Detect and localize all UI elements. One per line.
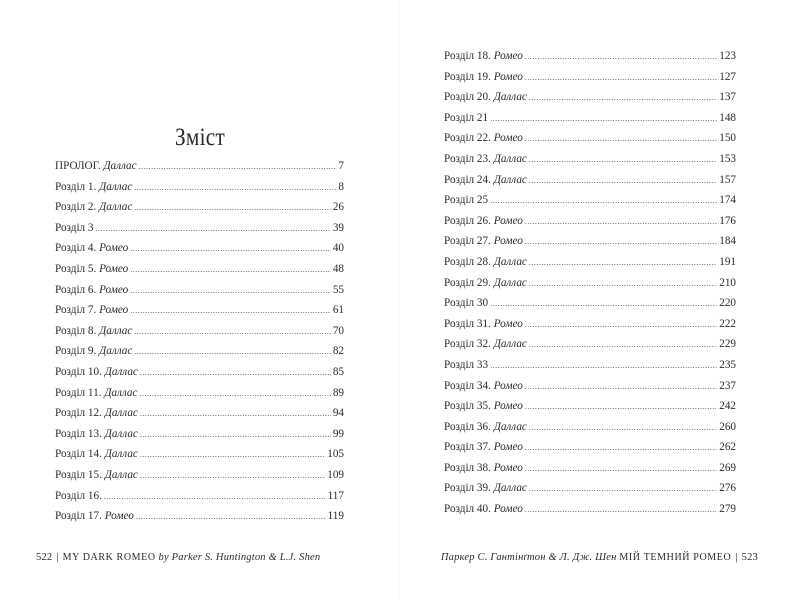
toc-entry-narrator: Даллас (493, 276, 527, 289)
toc-entry-title (444, 478, 527, 499)
toc-entry-page: 89 (332, 386, 344, 399)
toc-entry (444, 417, 736, 438)
toc-entry-page: 237 (719, 379, 736, 392)
toc-entry-narrator: Ромео (493, 441, 523, 454)
toc-entry-title (55, 424, 138, 445)
toc-entry-label: Розділ 12. (55, 407, 102, 420)
toc-entry-label: Розділ 37. (444, 441, 491, 454)
toc-entry-page: 262 (719, 441, 736, 454)
toc-entry-title (444, 87, 527, 108)
dot-leader (529, 335, 717, 356)
toc-entry (444, 252, 736, 273)
toc-entry-page: 119 (327, 510, 344, 523)
toc-entry-page: 210 (719, 276, 736, 289)
toc-entry-page: 94 (332, 407, 344, 420)
toc-entry-title (55, 341, 132, 362)
toc-entry (444, 499, 736, 520)
toc-entry-title (55, 197, 132, 218)
toc-entry (444, 170, 736, 191)
toc-entry-narrator: Ромео (493, 70, 523, 83)
toc-list-left (55, 156, 344, 527)
dot-leader (525, 129, 717, 150)
toc-entry-page: 235 (719, 358, 736, 371)
dot-leader (525, 212, 717, 233)
toc-entry-page: 61 (332, 304, 344, 317)
dot-leader (134, 198, 331, 219)
toc-entry-title (55, 321, 132, 342)
toc-entry-title (55, 300, 128, 321)
toc-entry (444, 396, 736, 417)
toc-entry (444, 149, 736, 170)
toc-entry-label: Розділ 21 (444, 111, 489, 124)
toc-entry (444, 478, 736, 499)
toc-entry-label: Розділ 5. (55, 262, 97, 275)
dot-leader (140, 466, 325, 487)
toc-entry-page: 222 (719, 317, 736, 330)
toc-entry-page: 220 (719, 297, 736, 310)
toc-entry-title (444, 396, 523, 417)
toc-entry-title (55, 218, 94, 239)
toc-entry-label: Розділ 39. (444, 482, 491, 495)
dot-leader (134, 322, 331, 343)
dot-leader (140, 404, 331, 425)
dot-leader (525, 232, 717, 253)
toc-entry-narrator: Ромео (493, 503, 523, 516)
toc-entry-label: Розділ 27. (444, 235, 491, 248)
toc-entry-narrator: Даллас (99, 201, 133, 214)
toc-entry-label: Розділ 25 (444, 194, 489, 207)
toc-entry-title (444, 128, 523, 149)
toc-entry (55, 486, 344, 507)
toc-entry (444, 231, 736, 252)
toc-entry-title (444, 231, 523, 252)
dot-leader (525, 377, 717, 398)
toc-entry-page: 99 (332, 427, 344, 440)
toc-entry-narrator: Ромео (493, 235, 523, 248)
toc-entry-label: Розділ 40. (444, 503, 491, 516)
toc-entry-title (444, 46, 523, 67)
dot-leader (140, 445, 325, 466)
toc-entry-narrator: Даллас (493, 91, 527, 104)
toc-entry-page: 85 (332, 365, 344, 378)
toc-entry-page: 184 (719, 235, 736, 248)
toc-entry-label: Розділ 31. (444, 317, 491, 330)
dot-leader (96, 219, 331, 240)
dot-leader (130, 281, 331, 302)
dot-leader (525, 397, 717, 418)
toc-entry-page: 137 (719, 91, 736, 104)
toc-entry-label: Розділ 30 (444, 297, 489, 310)
toc-entry-page: 39 (332, 221, 344, 234)
footer-separator: | (735, 552, 738, 563)
toc-entry-page: 127 (719, 70, 736, 83)
toc-entry-label: Розділ 14. (55, 448, 102, 461)
toc-entry-label: ПРОЛОГ. (55, 160, 101, 172)
toc-entry (55, 403, 344, 424)
toc-entry-title (55, 177, 132, 198)
toc-entry-narrator: Даллас (104, 448, 138, 461)
toc-entry-narrator: Даллас (493, 255, 527, 268)
toc-entry-narrator: Ромео (99, 262, 129, 275)
toc-entry (55, 156, 344, 177)
toc-entry-label: Розділ 29. (444, 276, 491, 289)
toc-entry (55, 280, 344, 301)
toc-entry-narrator: Даллас (104, 386, 138, 399)
dot-leader (525, 438, 717, 459)
toc-entry-label: Розділ 19. (444, 70, 491, 83)
toc-entry (444, 355, 736, 376)
toc-entry-label: Розділ 38. (444, 461, 491, 474)
toc-entry-title (55, 486, 102, 507)
dot-leader (529, 150, 717, 171)
toc-entry-label: Розділ 13. (55, 427, 102, 440)
toc-entry-title (444, 273, 527, 294)
toc-entry-page: 260 (719, 420, 736, 433)
toc-list-right (444, 46, 736, 520)
toc-entry-narrator: Даллас (493, 152, 527, 165)
toc-entry-title (444, 499, 523, 520)
toc-entry (55, 444, 344, 465)
toc-entry-page: 191 (719, 255, 736, 268)
toc-entry-page: 7 (338, 160, 344, 172)
dot-leader (140, 425, 331, 446)
toc-entry (444, 376, 736, 397)
toc-entry (444, 87, 736, 108)
toc-entry-label: Розділ 6. (55, 283, 97, 296)
toc-entry-title (55, 259, 128, 280)
toc-entry-page: 276 (719, 482, 736, 495)
dot-leader (134, 342, 331, 363)
toc-entry-narrator: Ромео (493, 379, 523, 392)
toc-entry-label: Розділ 22. (444, 132, 491, 145)
toc-entry-page: 123 (719, 50, 736, 62)
toc-entry-label: Розділ 26. (444, 214, 491, 227)
toc-entry-page: 55 (332, 283, 344, 296)
dot-leader (104, 487, 326, 508)
toc-entry-narrator: Даллас (99, 345, 133, 358)
left-footer (36, 552, 320, 563)
toc-entry-title (444, 170, 527, 191)
toc-title: Зміст (175, 124, 225, 151)
toc-entry (444, 437, 736, 458)
toc-entry-narrator: Даллас (104, 427, 138, 440)
toc-entry-label: Розділ 20. (444, 91, 491, 104)
toc-entry-page: 242 (719, 400, 736, 413)
toc-entry (444, 67, 736, 88)
footer-separator: | (56, 552, 59, 563)
book-title: МІЙ ТЕМНИЙ РОМЕО (619, 552, 732, 563)
toc-entry-narrator: Даллас (493, 420, 527, 433)
toc-entry-label: Розділ 32. (444, 338, 491, 351)
toc-entry-label: Розділ 35. (444, 400, 491, 413)
toc-entry-narrator: Даллас (99, 180, 133, 193)
toc-entry-title (444, 149, 527, 170)
toc-entry (55, 383, 344, 404)
toc-entry (55, 465, 344, 486)
toc-entry-page: 174 (719, 194, 736, 207)
toc-entry (55, 362, 344, 383)
toc-entry-label: Розділ 15. (55, 468, 102, 481)
dot-leader (130, 239, 331, 260)
toc-entry-narrator: Даллас (103, 160, 137, 172)
toc-entry (444, 211, 736, 232)
toc-entry (444, 190, 736, 211)
dot-leader (139, 384, 330, 405)
toc-entry-label: Розділ 1. (55, 180, 97, 193)
toc-entry-label: Розділ 11. (55, 386, 102, 399)
toc-entry-page: 40 (332, 242, 344, 255)
toc-entry-page: 48 (332, 262, 344, 275)
toc-entry (444, 458, 736, 479)
toc-entry (444, 273, 736, 294)
toc-entry-page: 109 (327, 468, 344, 481)
toc-entry-narrator: Ромео (493, 50, 523, 62)
toc-entry-label: Розділ 8. (55, 324, 97, 337)
toc-entry-page: 117 (327, 489, 344, 502)
toc-entry-narrator: Ромео (493, 214, 523, 227)
dot-leader (525, 68, 717, 89)
dot-leader (490, 294, 717, 315)
toc-entry-narrator: Ромео (104, 510, 134, 523)
toc-entry-page: 269 (719, 461, 736, 474)
right-footer (441, 552, 758, 563)
toc-entry-narrator: Ромео (99, 283, 129, 296)
toc-entry-label: Розділ 16. (55, 489, 102, 502)
toc-entry-narrator: Ромео (493, 317, 523, 330)
dot-leader (525, 459, 717, 480)
toc-entry-page: 26 (332, 201, 344, 214)
toc-entry-title (444, 417, 527, 438)
toc-entry (55, 424, 344, 445)
toc-entry-page: 153 (719, 152, 736, 165)
toc-entry-label: Розділ 33 (444, 358, 489, 371)
page-number: 523 (741, 552, 758, 563)
toc-entry (55, 259, 344, 280)
toc-entry (444, 46, 736, 67)
dot-leader (130, 260, 331, 281)
book-title: MY DARK ROMEO (62, 552, 156, 563)
dot-leader (529, 274, 717, 295)
toc-entry-page: 150 (719, 132, 736, 145)
toc-entry-title (55, 383, 137, 404)
toc-entry-narrator: Даллас (104, 468, 138, 481)
toc-entry-page: 279 (719, 503, 736, 516)
toc-entry (55, 177, 344, 198)
toc-entry-narrator: Ромео (493, 461, 523, 474)
toc-entry (55, 300, 344, 321)
toc-entry-title (55, 465, 138, 486)
dot-leader (529, 253, 717, 274)
toc-entry-page: 176 (719, 214, 736, 227)
toc-entry-title (444, 355, 488, 376)
toc-entry-page: 8 (338, 180, 344, 193)
toc-entry (444, 334, 736, 355)
right-page (400, 0, 800, 600)
toc-entry-title (444, 376, 523, 397)
toc-entry-title (444, 108, 488, 129)
dot-leader (490, 191, 717, 212)
toc-entry (55, 506, 344, 527)
toc-entry-label: Розділ 7. (55, 304, 97, 317)
toc-entry-title (444, 458, 523, 479)
toc-entry-title (55, 444, 138, 465)
toc-entry-label: Розділ 2. (55, 201, 97, 214)
toc-entry (55, 238, 344, 259)
toc-entry (55, 321, 344, 342)
toc-entry (444, 293, 736, 314)
dot-leader (136, 507, 326, 528)
dot-leader (490, 356, 717, 377)
toc-entry-title (444, 314, 523, 335)
book-authors: Паркер С. Гантінґтон & Л. Дж. Шен (440, 552, 617, 563)
toc-entry-title (55, 506, 134, 527)
toc-entry-label: Розділ 24. (444, 173, 491, 186)
toc-entry-narrator: Даллас (99, 324, 133, 337)
toc-entry (444, 108, 736, 129)
dot-leader (525, 47, 717, 68)
toc-entry-title (55, 238, 128, 259)
toc-entry-narrator: Даллас (104, 365, 138, 378)
toc-entry-narrator: Даллас (493, 173, 527, 186)
dot-leader (529, 171, 717, 192)
toc-entry-title (444, 334, 527, 355)
page-number: 522 (36, 552, 53, 563)
toc-entry (55, 218, 344, 239)
toc-entry-narrator: Ромео (99, 304, 129, 317)
toc-entry-label: Розділ 4. (55, 242, 97, 255)
dot-leader (490, 109, 717, 130)
toc-entry-label: Розділ 18. (444, 50, 491, 62)
toc-entry-page: 70 (332, 324, 344, 337)
dot-leader (529, 418, 717, 439)
dot-leader (525, 500, 717, 521)
dot-leader (130, 301, 331, 322)
toc-entry-narrator: Даллас (493, 482, 527, 495)
toc-entry (444, 128, 736, 149)
dot-leader (529, 88, 717, 109)
toc-entry-page: 82 (332, 345, 344, 358)
dot-leader (529, 479, 717, 500)
dot-leader (139, 157, 337, 178)
toc-entry-title (444, 293, 488, 314)
toc-entry-page: 148 (719, 111, 736, 124)
book-authors: by Parker S. Huntington & L.J. Shen (158, 552, 321, 563)
toc-entry-label: Розділ 36. (444, 420, 491, 433)
toc-entry (55, 341, 344, 362)
toc-entry-label: Розділ 10. (55, 365, 102, 378)
toc-entry-title (55, 156, 137, 177)
toc-entry-label: Розділ 28. (444, 255, 491, 268)
toc-entry-narrator: Ромео (99, 242, 129, 255)
toc-entry-title (444, 211, 523, 232)
toc-entry-narrator: Ромео (493, 400, 523, 413)
toc-entry-title (55, 280, 128, 301)
toc-entry-title (444, 252, 527, 273)
toc-entry-page: 229 (719, 338, 736, 351)
toc-entry-title (444, 190, 488, 211)
toc-entry-label: Розділ 23. (444, 152, 491, 165)
dot-leader (525, 315, 717, 336)
toc-entry-title (444, 67, 523, 88)
toc-entry-page: 105 (327, 448, 344, 461)
toc-entry-title (55, 362, 138, 383)
toc-entry-title (444, 437, 523, 458)
dot-leader (140, 363, 331, 384)
toc-entry-label: Розділ 17. (55, 510, 102, 523)
toc-entry-title (55, 403, 138, 424)
toc-entry-page: 157 (719, 173, 736, 186)
toc-entry-narrator: Даллас (493, 338, 527, 351)
toc-entry-narrator: Ромео (493, 132, 523, 145)
toc-entry-label: Розділ 3 (55, 221, 94, 234)
dot-leader (134, 178, 336, 199)
toc-entry (55, 197, 344, 218)
toc-entry (444, 314, 736, 335)
toc-entry-label: Розділ 9. (55, 345, 97, 358)
toc-entry-narrator: Даллас (104, 407, 138, 420)
toc-entry-label: Розділ 34. (444, 379, 491, 392)
